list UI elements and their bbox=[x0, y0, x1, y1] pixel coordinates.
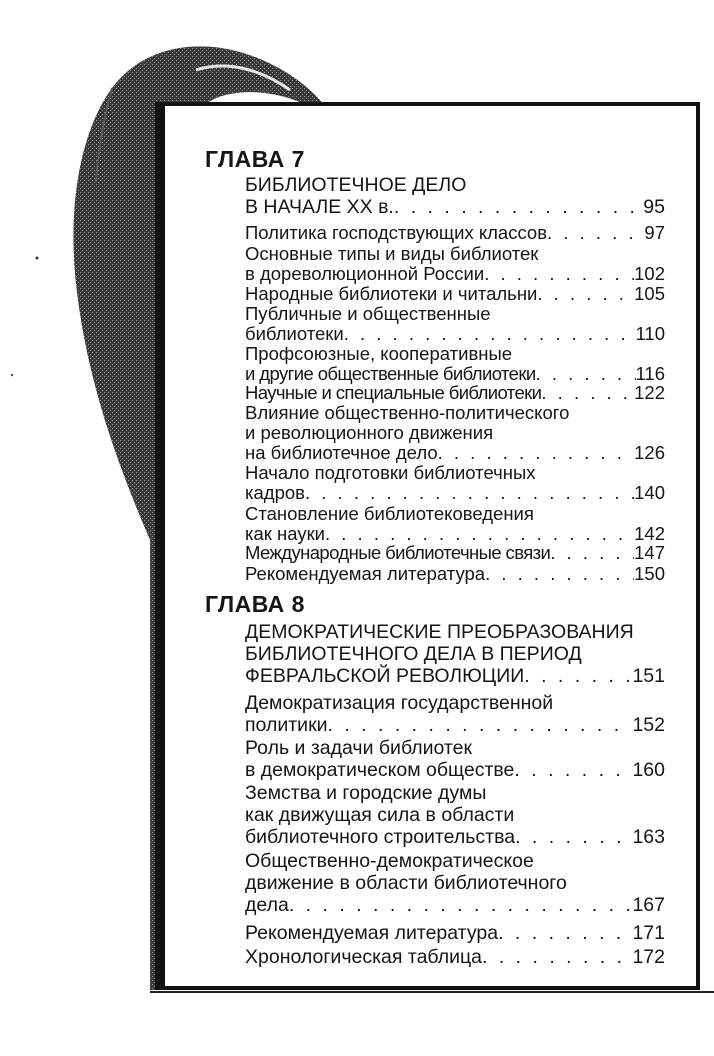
toc-entry[interactable] bbox=[245, 403, 665, 463]
leader-dots bbox=[394, 196, 643, 218]
entry-line: и революционного движения bbox=[245, 422, 494, 443]
entry-text: политики bbox=[245, 714, 328, 736]
leader-dots bbox=[482, 946, 632, 968]
entry-line: Начало подготовки библиотечных bbox=[245, 462, 536, 483]
chapter-8-title: ГЛАВА 8 bbox=[205, 591, 305, 617]
entry-line: Общественно-демократическое bbox=[245, 850, 534, 872]
entry-line: Земства и городские думы bbox=[245, 782, 487, 804]
subtitle-text: ФЕВРАЛЬСКОЙ РЕВОЛЮЦИИ bbox=[245, 665, 525, 687]
page-number: 140 bbox=[634, 482, 665, 503]
toc-entry[interactable] bbox=[245, 782, 665, 848]
subtitle-line: ДЕМОКРАТИЧЕСКИЕ ПРЕОБРАЗОВАНИЯ bbox=[245, 621, 634, 643]
toc-entry[interactable] bbox=[245, 564, 665, 584]
entry-text: Научные и специальные библиотеки bbox=[245, 382, 542, 403]
page-number: 95 bbox=[643, 196, 665, 218]
page-number: 167 bbox=[632, 894, 665, 916]
page-number: 142 bbox=[634, 523, 665, 544]
leader-dots bbox=[536, 364, 636, 384]
leader-dots bbox=[498, 922, 632, 944]
toc-entry[interactable] bbox=[245, 383, 665, 403]
subtitle-line: БИБЛИОТЕЧНОГО ДЕЛА В ПЕРИОД bbox=[245, 643, 582, 665]
entry-text: Политика господствующих классов bbox=[245, 222, 548, 243]
toc-entry[interactable] bbox=[245, 504, 665, 544]
entry-line: Демократизация государственной bbox=[245, 692, 554, 714]
leader-dots bbox=[438, 443, 635, 463]
toc-entry[interactable] bbox=[245, 922, 665, 944]
entry-text: в дореволюционной России bbox=[245, 263, 485, 284]
leader-dots bbox=[305, 483, 634, 503]
leader-dots bbox=[484, 264, 634, 284]
page-number: 110 bbox=[635, 323, 665, 344]
entry-line: Профсоюзные, кооперативные bbox=[245, 343, 513, 364]
toc-entry[interactable] bbox=[245, 344, 665, 384]
page-number: 116 bbox=[635, 363, 665, 384]
entry-line: Основные типы и виды библиотек bbox=[245, 243, 539, 264]
leader-dots bbox=[514, 759, 632, 781]
page-number: 122 bbox=[634, 382, 665, 403]
entry-text: библиотеки bbox=[245, 323, 344, 344]
entry-text: в демократическом обществе bbox=[245, 759, 515, 781]
entry-text: Рекомендуемая литература bbox=[245, 922, 499, 944]
toc-entry[interactable] bbox=[245, 543, 665, 563]
chapter-7-subtitle bbox=[245, 174, 665, 218]
leader-dots bbox=[485, 564, 634, 584]
toc-entry[interactable] bbox=[245, 284, 665, 304]
entry-text: Международные библиотечные связи bbox=[245, 542, 551, 563]
entry-text: Рекомендуемая литература bbox=[245, 563, 486, 584]
toc-entry[interactable] bbox=[245, 304, 665, 344]
page-number: 105 bbox=[634, 283, 665, 304]
entry-line: Роль и задачи библиотек bbox=[245, 737, 473, 759]
page-number: 102 bbox=[634, 263, 665, 284]
chapter-7-title: ГЛАВА 7 bbox=[205, 146, 305, 172]
page-number: 152 bbox=[632, 714, 665, 736]
leader-dots bbox=[524, 665, 632, 687]
page-number: 126 bbox=[634, 442, 665, 463]
page-number: 160 bbox=[632, 759, 665, 781]
page-number: 97 bbox=[644, 222, 665, 243]
toc-entry[interactable] bbox=[245, 244, 665, 284]
entry-text: библиотечного строительства bbox=[245, 826, 516, 848]
entry-text: Хронологическая таблица bbox=[245, 946, 482, 968]
entry-text: дела bbox=[245, 894, 289, 916]
leader-dots bbox=[328, 714, 633, 736]
toc-entry[interactable] bbox=[245, 692, 665, 736]
page-number: 147 bbox=[634, 542, 665, 563]
entry-text: и другие общественные библиотеки bbox=[245, 363, 536, 384]
entry-line: движение в области библиотечного bbox=[245, 872, 567, 894]
page-number: 172 bbox=[632, 946, 665, 968]
entry-text: как науки bbox=[245, 523, 325, 544]
entry-line: Влияние общественно-политического bbox=[245, 402, 570, 423]
page-number: 163 bbox=[632, 826, 665, 848]
entry-line: Публичные и общественные bbox=[245, 303, 491, 324]
toc-entry[interactable] bbox=[245, 223, 665, 243]
leader-dots bbox=[325, 524, 634, 544]
subtitle-line: БИБЛИОТЕЧНОЕ ДЕЛО bbox=[245, 174, 467, 196]
entry-text: кадров bbox=[245, 482, 305, 503]
leader-dots bbox=[550, 543, 634, 563]
toc-entry[interactable] bbox=[245, 463, 665, 503]
entry-text: Народные библиотеки и читальни bbox=[245, 283, 538, 304]
toc-entry[interactable] bbox=[245, 850, 665, 916]
page-number: 151 bbox=[632, 665, 665, 687]
leader-dots bbox=[547, 223, 644, 243]
chapter-8-subtitle bbox=[245, 621, 665, 687]
page-number: 150 bbox=[634, 563, 665, 584]
leader-dots bbox=[537, 284, 634, 304]
page-number: 171 bbox=[632, 922, 665, 944]
toc-entry[interactable] bbox=[245, 946, 665, 968]
leader-dots bbox=[515, 826, 632, 848]
entry-text: на библиотечное дело bbox=[245, 442, 438, 463]
toc-entry[interactable] bbox=[245, 737, 665, 781]
leader-dots bbox=[289, 894, 633, 916]
entry-line: Становление библиотековедения bbox=[245, 503, 534, 524]
leader-dots bbox=[541, 383, 634, 403]
subtitle-text: В НАЧАЛЕ XX в. bbox=[245, 196, 394, 218]
entry-line: как движущая сила в области bbox=[245, 804, 515, 826]
leader-dots bbox=[344, 324, 636, 344]
